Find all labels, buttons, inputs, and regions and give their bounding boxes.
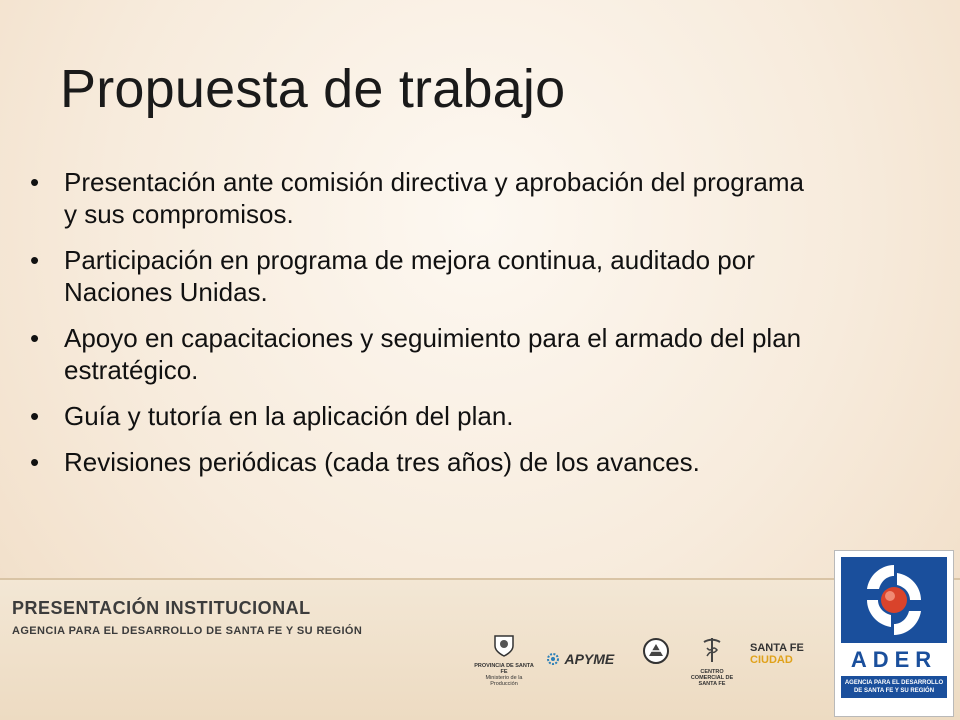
ciudad-text: CIUDAD: [750, 654, 793, 666]
bullet-text: Apoyo en capacitaciones y seguimiento para el armado del plan estratégico.: [64, 323, 802, 385]
apyme-logo: [546, 650, 620, 668]
apyme-text: APYME: [564, 650, 615, 667]
footer-band: [0, 578, 960, 720]
centro-comercial-logo: [688, 636, 736, 687]
bullet-item: [30, 400, 820, 432]
shield-icon: [493, 634, 515, 658]
bullet-item: [30, 244, 820, 308]
bullet-dot: •: [30, 245, 40, 275]
emblem-icon: [641, 636, 671, 666]
bullet-item: [30, 446, 820, 478]
santa-fe-text: SANTA FE: [750, 642, 804, 654]
bullet-text: Presentación ante comisión directiva y aprobación del programa y sus compromisos.: [64, 167, 804, 229]
centro-comercial-text: CENTRO COMERCIAL DE SANTA FE: [690, 669, 734, 687]
provincia-santa-fe-logo: [474, 634, 534, 687]
bullet-text: Participación en programa de mejora continua, auditado por Naciones Unidas.: [64, 245, 755, 307]
provincia-line1: PROVINCIA DE SANTA FE: [474, 663, 534, 675]
ader-tagline-line1: AGENCIA PARA EL DESARROLLO: [844, 680, 944, 686]
partner-logos: [470, 634, 810, 694]
bullet-dot: •: [30, 401, 40, 431]
ader-emblem: [841, 557, 947, 643]
bullet-list: [30, 166, 820, 492]
bullet-text: Guía y tutoría en la aplicación del plan.: [64, 401, 514, 431]
ader-swirl-icon: [841, 557, 947, 643]
bullet-dot: •: [30, 167, 40, 197]
bullet-item: [30, 166, 820, 230]
santa-fe-ciudad-logo: [750, 642, 810, 666]
caduceus-icon: [701, 636, 723, 664]
bullet-dot: •: [30, 447, 40, 477]
union-emblem-logo: [636, 636, 676, 671]
ader-tagline: [841, 676, 947, 698]
ader-tagline-line2: DE SANTA FE Y SU REGIÓN: [853, 688, 935, 694]
footer-title: PRESENTACIÓN INSTITUCIONAL: [12, 598, 311, 618]
gear-icon: [546, 652, 560, 666]
provincia-line2: Ministerio de la Producción: [485, 675, 523, 687]
bullet-dot: •: [30, 323, 40, 353]
footer-subtitle: AGENCIA PARA EL DESARROLLO DE SANTA FE Y SU REGIÓN: [12, 625, 363, 637]
bullet-item: [30, 322, 820, 386]
ader-letters: ADER: [850, 647, 938, 672]
bullet-text: Revisiones periódicas (cada tres años) de los avances.: [64, 447, 700, 477]
ader-logo: [834, 550, 954, 717]
footer-divider: [0, 578, 960, 580]
slide-title: Propuesta de trabajo: [60, 59, 566, 119]
